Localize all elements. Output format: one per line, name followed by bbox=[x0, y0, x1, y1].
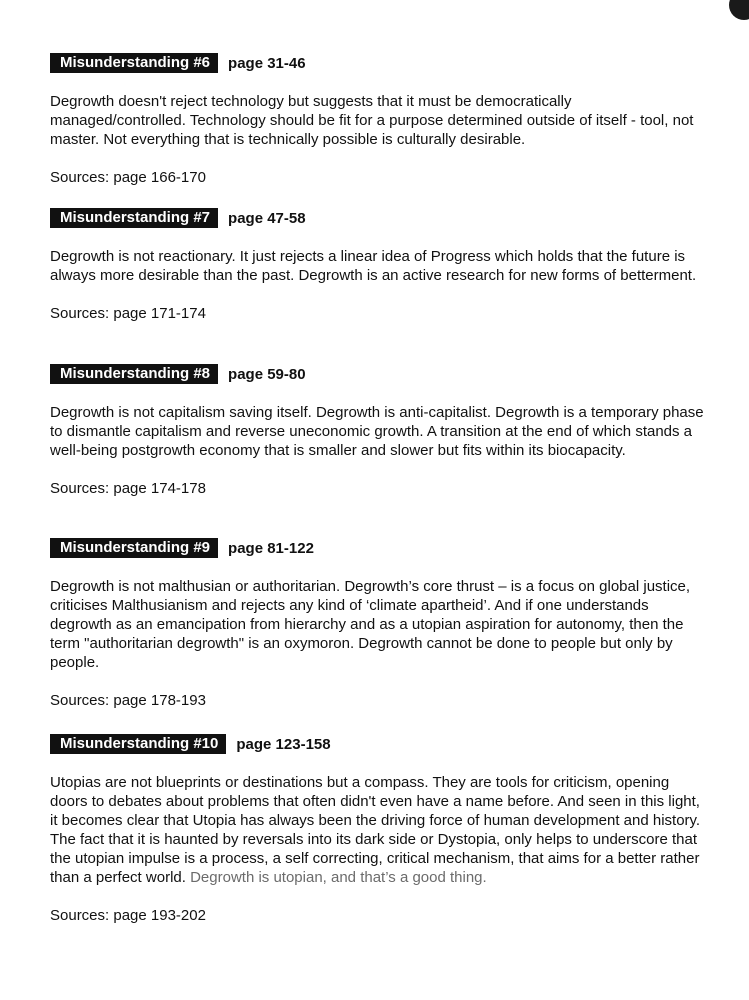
corner-shadow bbox=[729, 0, 749, 20]
section-heading bbox=[50, 364, 710, 384]
section-misunderstanding-8 bbox=[50, 364, 710, 498]
misunderstanding-tag: Misunderstanding #8 bbox=[50, 364, 218, 384]
section-misunderstanding-6 bbox=[50, 53, 710, 187]
section-body: Degrowth is not malthusian or authoritarian. Degrowth’s core thrust – is a focus on global justice, criticises Malthusianism and rejects any kind of ‘climate apartheid’. And if one understands degrowth as an emancipation from hierarchy and as a utopian aspiration for autonomy, then the term "authoritarian degrowth" is an oxymoron. Degrowth cannot be done to people but only by people. bbox=[50, 578, 691, 671]
sources-line: Sources: page 174-178 bbox=[50, 480, 206, 497]
misunderstanding-tag: Misunderstanding #10 bbox=[50, 734, 226, 754]
section-body-closing: Degrowth is utopian, and that’s a good thing. bbox=[185, 869, 487, 886]
page-range: page 31-46 bbox=[228, 54, 306, 72]
section-misunderstanding-10 bbox=[50, 734, 710, 925]
section-body: Degrowth doesn't reject technology but suggests that it must be democratically managed/controlled. Technology should be fit for a purpose determined outside of itself - tool, not master. Not everything that is technically possible is culturally desirable. bbox=[50, 93, 694, 148]
sources-line: Sources: page 178-193 bbox=[50, 692, 206, 709]
section-heading bbox=[50, 734, 710, 754]
sources-line: Sources: page 166-170 bbox=[50, 169, 206, 186]
section-body: Degrowth is not reactionary. It just rejects a linear idea of Progress which holds that the future is always more desirable than the past. Degrowth is an active research for new forms of betterment. bbox=[50, 248, 697, 284]
section-body-text: Utopias are not blueprints or destinations but a compass. They are tools for criticism, opening doors to debates about problems that often didn't even have a name before. And seen in this light, it becomes clear that Utopia has always been the driving force of human development and history. The fact that it is haunted by reversals into its dark side or Dystopia, only helps to underscore that the utopian impulse is a process, a self correcting, critical mechanism, that aims for a better rather than a perfect world. bbox=[50, 774, 701, 886]
misunderstanding-tag: Misunderstanding #9 bbox=[50, 538, 218, 558]
section-body: Degrowth is not capitalism saving itself. Degrowth is anti-capitalist. Degrowth is a temporary phase to dismantle capitalism and reverse uneconomic growth. A transition at the end of which stands a well-being postgrowth economy that is smaller and slower but fits within its biocapacity. bbox=[50, 404, 704, 459]
sources-line: Sources: page 171-174 bbox=[50, 305, 206, 322]
misunderstanding-tag: Misunderstanding #6 bbox=[50, 53, 218, 73]
page-range: page 59-80 bbox=[228, 365, 306, 383]
section-heading bbox=[50, 208, 710, 228]
section-body bbox=[50, 773, 705, 887]
section-heading bbox=[50, 53, 710, 73]
section-heading bbox=[50, 538, 710, 558]
page-range: page 123-158 bbox=[236, 735, 331, 753]
page-range: page 47-58 bbox=[228, 209, 306, 227]
sources-line: Sources: page 193-202 bbox=[50, 907, 206, 924]
section-misunderstanding-9 bbox=[50, 538, 710, 710]
misunderstanding-tag: Misunderstanding #7 bbox=[50, 208, 218, 228]
section-misunderstanding-7 bbox=[50, 208, 710, 323]
page-range: page 81-122 bbox=[228, 539, 314, 557]
